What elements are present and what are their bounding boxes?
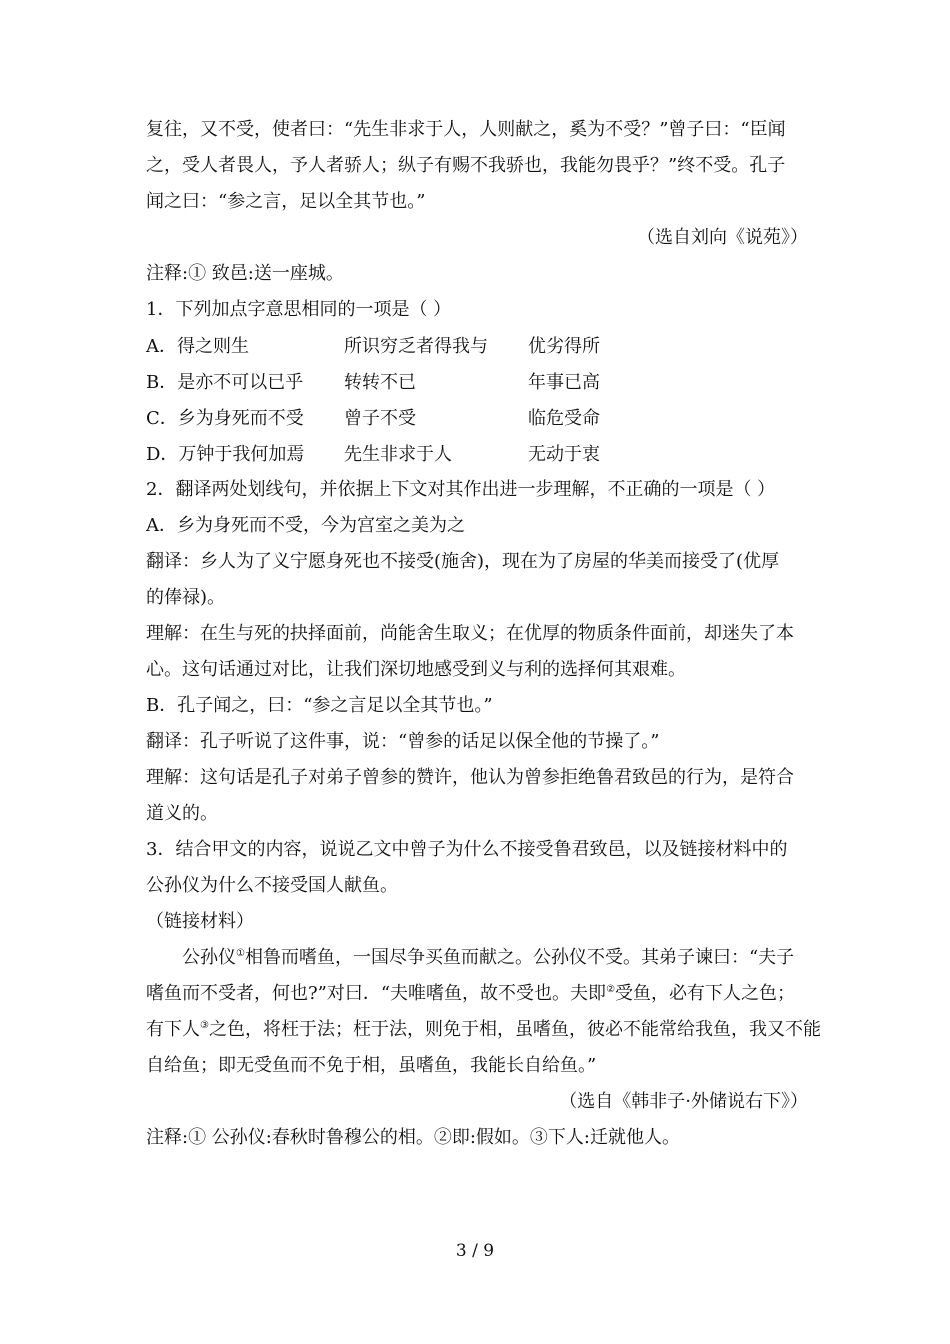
link-text: 相鲁而嗜鱼，一国尽争买鱼而献之。公孙仪不受。其弟子谏曰：“夫子 [244,947,795,968]
link-text: 有下人 [146,1019,200,1040]
link-material-line: 自给鱼；即无受鱼而不免于相，虽嗜鱼，我能长自给鱼。” [146,1055,597,1076]
option-c-item-2: 曾子不受 [344,408,416,429]
page-content [146,112,821,1156]
link-material-line [146,940,808,976]
link-material-source: （选自《韩非子·外储说右下》） [559,1091,808,1112]
question-2-b-translation: 翻译：孔子听说了这件事，说：“曾参的话足以保全他的节操了。” [146,731,660,752]
option-b-item-3: 年事已高 [528,372,600,393]
question-2-b-understanding: 理解：这句话是孔子对弟子曾参的赞许，他认为曾参拒绝鲁君致邑的行为，是符合 [146,767,794,788]
option-d-item-3: 无动于衷 [528,444,600,465]
question-2-a-understanding: 理解：在生与死的抉择面前，尚能舍生取义；在优厚的物质条件面前，却迷失了本 [146,623,794,644]
option-b-item-2: 转转不已 [344,372,416,393]
option-d-item-1: D．万钟于我何加焉 [146,444,305,465]
passage-line: 之，受人者畏人，予人者骄人；纵子有赐不我骄也，我能勿畏乎？”终不受。孔子 [146,155,786,176]
passage-line: 复往，又不受，使者曰：“先生非求于人，人则献之，奚为不受？”曾子曰：“臣闻 [146,119,786,140]
question-1-option-c [146,400,808,436]
footnote-mark: ② [606,984,616,995]
footnote-mark: ① [236,948,245,959]
question-2-stem: 2．翻译两处划线句，并依据上下文对其作出进一步理解，不正确的一项是（ ） [146,479,776,500]
question-2-a-understanding: 心。这句话通过对比，让我们深切地感受到义与利的选择何其艰难。 [146,659,686,680]
footnote-mark: ③ [200,1020,209,1031]
link-material-note: 注释:① 公孙仪:春秋时鲁穆公的相。②即:假如。③下人:迁就他人。 [146,1127,680,1148]
option-a-item-1: A．得之则生 [146,336,249,357]
link-material-title: （链接材料） [146,911,254,932]
question-1-option-d [146,436,808,472]
link-material-line [146,976,808,1012]
page-number: 3 / 9 [455,1241,495,1261]
option-a-item-2: 所识穷乏者得我与 [344,336,488,357]
option-b-item-1: B．是亦不可以已乎 [146,372,304,393]
option-c-item-1: C．乡为身死而不受 [146,408,304,429]
question-2-b-sentence: B．孔子闻之，曰：“参之言足以全其节也。” [146,695,493,716]
link-text: 嗜鱼而不受者，何也?”对曰．“夫唯嗜鱼，故不受也。夫即 [146,983,607,1004]
passage-source: （选自刘向《说苑》） [637,227,808,248]
question-1-option-a [146,328,808,364]
question-1-stem: 1．下列加点字意思相同的一项是（ ） [146,299,452,320]
link-text: 之色，将枉于法；枉于法，则免于相，虽嗜鱼，彼必不能常给我鱼，我又不能 [208,1019,821,1040]
option-a-item-3: 优劣得所 [528,336,600,357]
option-d-item-2: 先生非求于人 [344,444,452,465]
question-2-a-translation: 翻译：乡人为了义宁愿身死也不接受(施舍)，现在为了房屋的华美而接受了(优厚 [146,551,780,572]
passage-line: 闻之曰：“参之言，足以全其节也。” [146,191,426,212]
question-2-a-sentence: A．乡为身死而不受，今为宫室之美为之 [146,515,465,536]
question-3-stem: 3．结合甲文的内容，说说乙文中曾子为什么不接受鲁君致邑，以及链接材料中的 [146,839,788,860]
passage-note: 注释:① 致邑:送一座城。 [146,263,344,284]
question-2-a-translation: 的俸禄)。 [146,587,226,608]
question-2-b-understanding: 道义的。 [146,803,218,824]
link-text: 受鱼，必有下人之色； [615,983,796,1004]
option-c-item-3: 临危受命 [528,408,600,429]
link-text: 公孙仪 [182,947,236,968]
question-1-option-b [146,364,808,400]
link-material-line [146,1012,821,1048]
question-3-stem: 公孙仪为什么不接受国人献鱼。 [146,875,398,896]
